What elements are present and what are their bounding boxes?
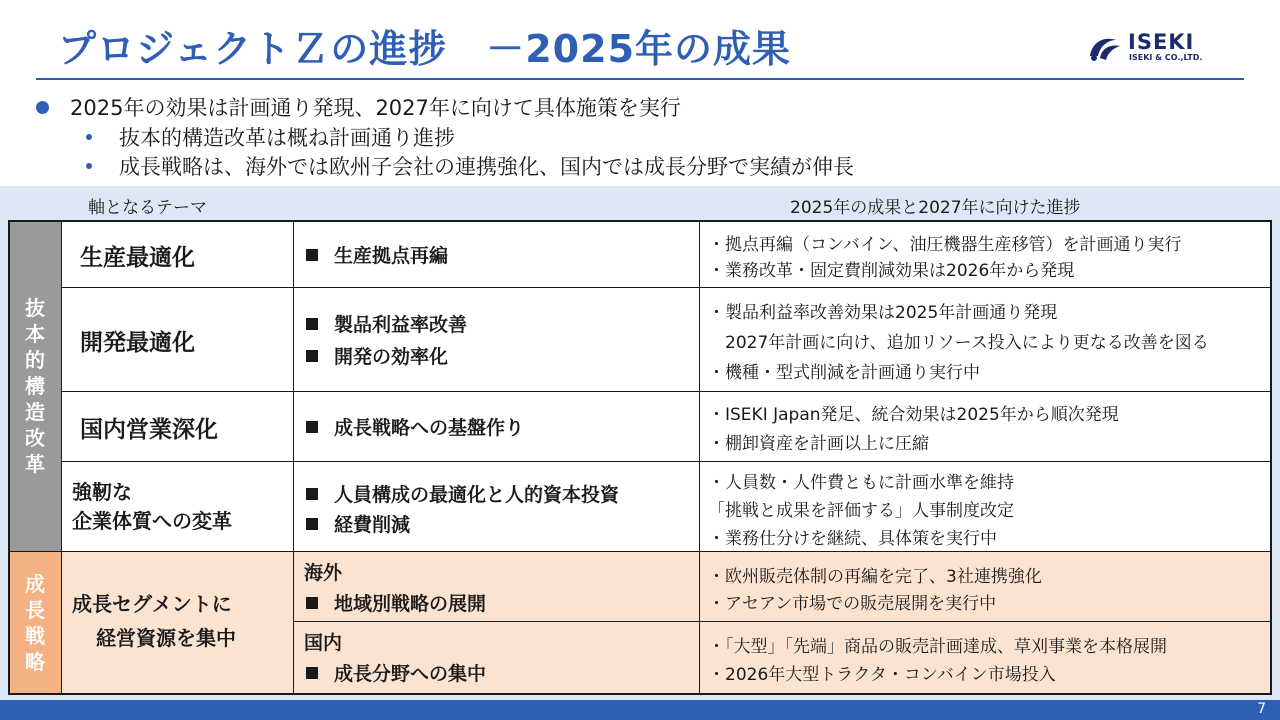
group-label-growth-strategy <box>10 552 62 693</box>
square-bullet-icon <box>306 488 318 500</box>
result-line: 「挑戦と成果を評価する」人事制度改定 <box>708 501 1014 521</box>
theme-label: 経営資源を集中 <box>96 626 236 650</box>
progress-table <box>8 220 1272 695</box>
item-text: 生産拠点再編 <box>334 245 449 267</box>
item-text: 製品利益率改善 <box>334 314 468 336</box>
result-line: ・棚卸資産を計画以上に圧縮 <box>708 434 929 454</box>
result-line: ・アセアン市場での販売展開を実行中 <box>708 594 997 614</box>
column-header-theme: 軸となるテーマ <box>88 198 207 218</box>
theme-label: 強靭な <box>72 480 132 504</box>
group-label-char: 的 <box>25 348 45 372</box>
square-bullet-icon <box>306 249 318 261</box>
sub-bullet-text: 抜本的構造改革は概ね計画通り進捗 <box>119 126 455 150</box>
group-label-char: 造 <box>25 400 45 424</box>
result-line: ・ISEKI Japan発足、統合効果は2025年から順次発現 <box>708 405 1119 425</box>
item-cell <box>294 222 700 288</box>
theme-cell <box>62 552 294 693</box>
theme-cell <box>62 288 294 392</box>
item-label <box>306 659 486 686</box>
iseki-wave-logo-icon <box>1086 32 1124 64</box>
item-cell <box>294 552 700 622</box>
item-label <box>306 589 486 616</box>
square-bullet-icon <box>306 350 318 362</box>
theme-cell <box>62 462 294 552</box>
square-bullet-icon <box>306 318 318 330</box>
main-bullet-text: 2025年の効果は計画通り発現、2027年に向けて具体施策を実行 <box>70 96 681 120</box>
theme-label: 成長セグメントに <box>72 592 232 616</box>
group-label-char: 革 <box>25 452 45 476</box>
group-label-char: 長 <box>25 597 45 622</box>
item-label <box>306 413 524 440</box>
item-label <box>306 510 410 537</box>
result-cell <box>700 392 1270 462</box>
result-line: ・業務仕分けを継続、具体策を実行中 <box>708 529 997 549</box>
result-line: ・機種・型式削減を計画通り実行中 <box>708 363 980 383</box>
result-line: ・「大型」「先端」商品の販売計画達成、草刈事業を本格展開 <box>708 637 1167 657</box>
result-cell <box>700 288 1270 392</box>
group-label-char: 抜 <box>25 296 45 320</box>
sub-bullet-text: 成長戦略は、海外では欧州子会社の連携強化、国内では成長分野で実績が伸長 <box>119 155 854 179</box>
theme-cell <box>62 222 294 288</box>
bullet-dot-icon <box>36 101 49 114</box>
result-line: ・業務改革・固定費削減効果は2026年から発現 <box>708 261 1075 281</box>
item-cell <box>294 288 700 392</box>
item-text: 地域別戦略の展開 <box>334 593 487 615</box>
theme-label: 企業体質への変革 <box>72 509 232 533</box>
group-label-char: 略 <box>25 649 45 674</box>
group-label-char: 改 <box>25 426 45 450</box>
group-label-structural-reform <box>10 222 62 552</box>
theme-label: 生産最適化 <box>80 245 195 271</box>
square-bullet-icon <box>306 667 318 679</box>
item-cell <box>294 462 700 552</box>
result-line: ・人員数・人件費ともに計画水準を維持 <box>708 473 1014 493</box>
result-line: ・2026年大型トラクタ・コンバイン市場投入 <box>708 665 1056 685</box>
item-text: 成長分野への集中 <box>334 663 487 685</box>
item-label <box>306 241 448 268</box>
logo-wordmark: ISEKI <box>1128 30 1195 54</box>
title-underline <box>36 78 1244 80</box>
item-text: 成長戦略への基盤作り <box>334 417 525 439</box>
item-text: 人員構成の最適化と人的資本投資 <box>334 484 620 506</box>
page-number: 7 <box>1257 701 1266 717</box>
theme-label: 国内営業深化 <box>80 417 218 443</box>
theme-cell <box>62 392 294 462</box>
item-label <box>306 342 448 369</box>
result-line: 2027年計画に向け、追加リソース投入により更なる改善を図る <box>708 333 1209 353</box>
item-cell <box>294 392 700 462</box>
company-logo <box>1086 30 1226 66</box>
item-text: 開発の効率化 <box>334 346 449 368</box>
square-bullet-icon <box>306 518 318 530</box>
item-label <box>306 310 467 337</box>
bullet-dot-icon <box>86 134 92 140</box>
group-label-char: 本 <box>25 322 45 346</box>
column-header-results: 2025年の成果と2027年に向けた進捗 <box>790 198 1081 218</box>
footer-bar <box>0 700 1280 720</box>
result-cell <box>700 552 1270 622</box>
group-label-char: 成 <box>25 571 45 596</box>
item-text: 経費削減 <box>334 514 411 536</box>
result-cell <box>700 222 1270 288</box>
result-cell <box>700 622 1270 693</box>
page-title: プロジェクトＺの進捗 －2025年の成果 <box>58 27 792 71</box>
group-label-char: 戦 <box>25 623 45 648</box>
result-line: ・製品利益率改善効果は2025年計画通り発現 <box>708 303 1058 323</box>
item-cell <box>294 622 700 693</box>
square-bullet-icon <box>306 421 318 433</box>
region-heading: 海外 <box>304 562 343 584</box>
logo-subtext: ISEKI & CO.,LTD. <box>1129 53 1203 62</box>
item-label <box>306 480 619 507</box>
square-bullet-icon <box>306 597 318 609</box>
theme-label: 開発最適化 <box>80 330 195 356</box>
region-heading: 国内 <box>304 632 343 654</box>
group-label-char: 構 <box>25 374 45 398</box>
bullet-dot-icon <box>86 163 92 169</box>
result-cell <box>700 462 1270 552</box>
result-line: ・欧州販売体制の再編を完了、3社連携強化 <box>708 567 1042 587</box>
result-line: ・拠点再編（コンバイン、油圧機器生産移管）を計画通り実行 <box>708 235 1182 255</box>
